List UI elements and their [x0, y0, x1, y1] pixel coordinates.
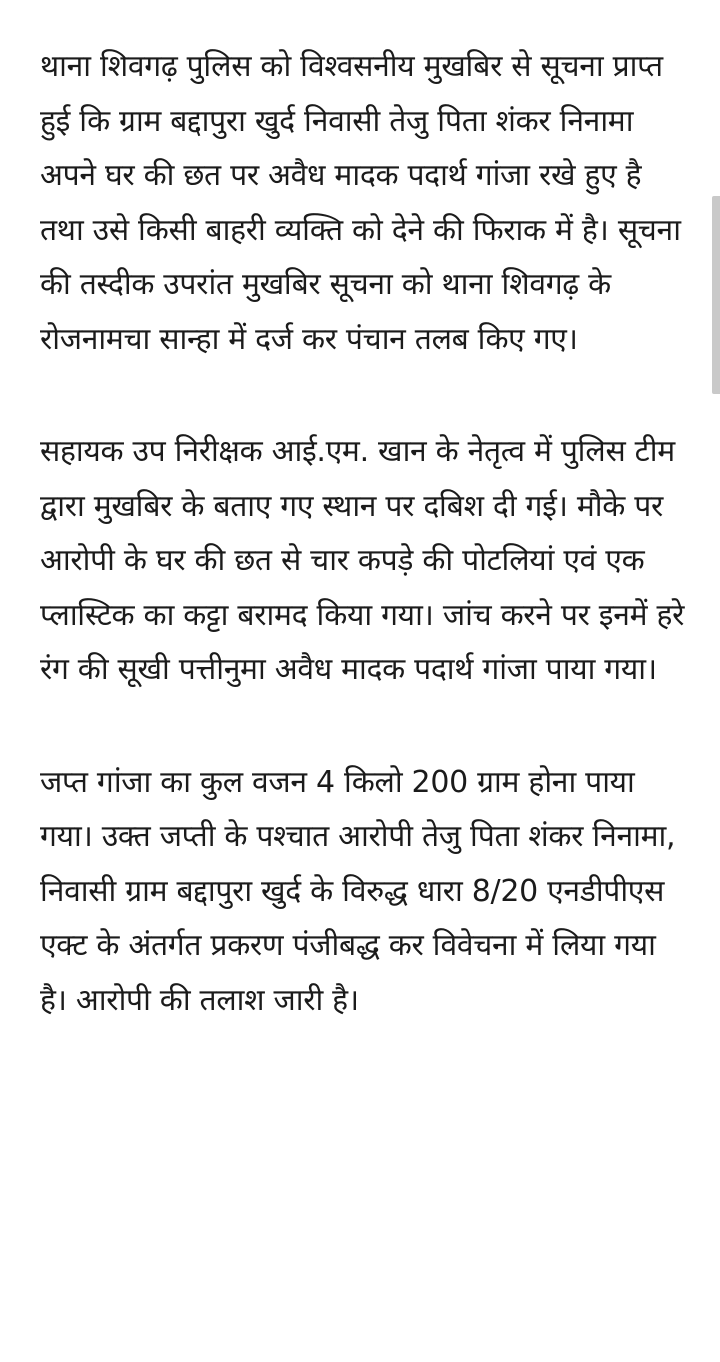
article-body [40, 40, 686, 1028]
paragraph-3: जप्त गांजा का कुल वजन 4 किलो 200 ग्राम होना पाया गया। उक्त जप्ती के पश्चात आरोपी तेजु पिता शंकर निनामा, निवासी ग्राम बद्दापुरा खुर्द के विरुद्ध धारा 8/20 एनडीपीएस एक्ट के अंतर्गत प्रकरण पंजीबद्ध कर विवेचना में लिया गया है। आरोपी की तलाश जारी है। [40, 764, 676, 1018]
paragraph-1: थाना शिवगढ़ पुलिस को विश्वसनीय मुखबिर से सूचना प्राप्त हुई कि ग्राम बद्दापुरा खुर्द निवासी तेजु पिता शंकर निनामा अपने घर की छत पर अवैध मादक पदार्थ गांजा रखे हुए है तथा उसे किसी बाहरी व्यक्ति को देने की फिराक में है। सूचना की तस्दीक उपरांत मुखबिर सूचना को थाना शिवगढ़ के रोजनामचा सान्हा में दर्ज कर पंचान तलब किए गए। [40, 49, 681, 357]
paragraph-2: सहायक उप निरीक्षक आई.एम. खान के नेतृत्व में पुलिस टीम द्वारा मुखबिर के बताए गए स्थान पर दबिश दी गई। मौके पर आरोपी के घर की छत से चार कपड़े की पोटलियां एवं एक प्लास्टिक का कट्टा बरामद किया गया। जांच करने पर इनमें हरे रंग की सूखी पत्तीनुमा अवैध मादक पदार्थ गांजा पाया गया। [40, 434, 685, 687]
scrollbar-thumb[interactable] [712, 196, 720, 394]
